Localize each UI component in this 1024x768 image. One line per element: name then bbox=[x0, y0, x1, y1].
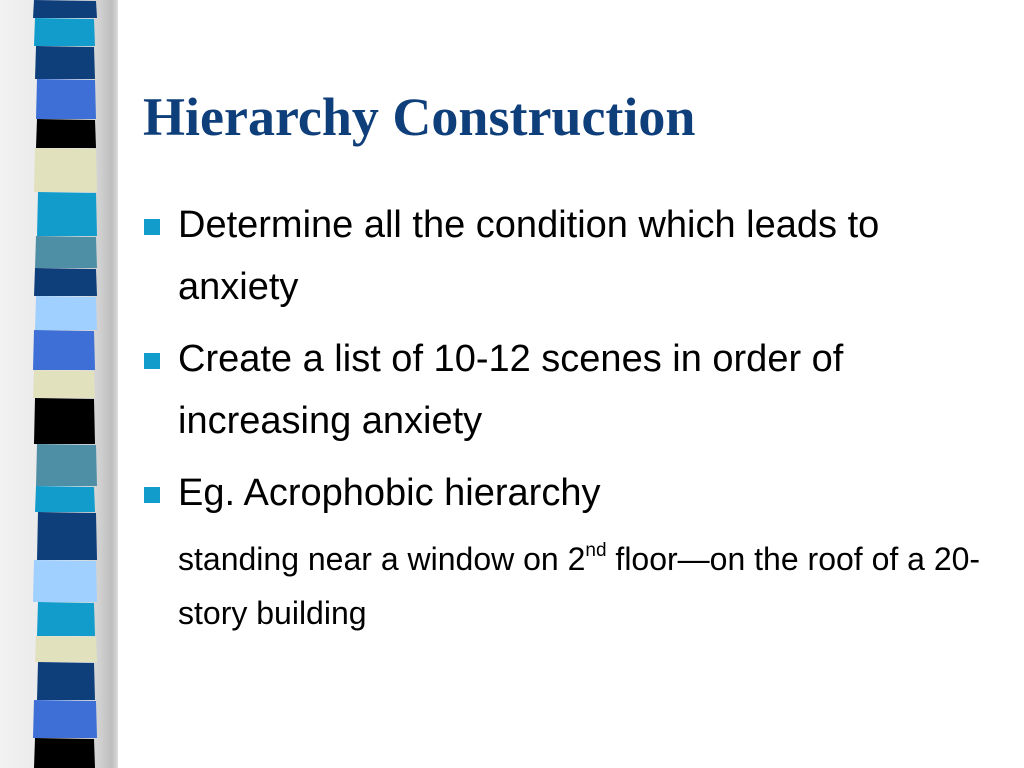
strip-band bbox=[37, 192, 97, 236]
strip-band bbox=[37, 662, 95, 700]
strip-band bbox=[36, 119, 96, 148]
example-superscript: nd bbox=[585, 540, 607, 561]
bullet-item bbox=[143, 462, 988, 524]
strip-band bbox=[34, 268, 97, 296]
strip-band bbox=[33, 330, 95, 370]
strip-band bbox=[37, 602, 95, 636]
strip-band bbox=[35, 296, 97, 330]
decorative-color-strip bbox=[0, 0, 118, 768]
strip-band bbox=[34, 18, 95, 46]
strip-band bbox=[33, 700, 97, 738]
strip-band bbox=[35, 46, 95, 79]
example-text-after: floor—on the roof of a 20-story building bbox=[178, 541, 981, 631]
strip-band bbox=[36, 444, 97, 486]
square-bullet-icon bbox=[144, 487, 160, 503]
strip-band bbox=[35, 636, 97, 662]
strip-band bbox=[35, 236, 97, 268]
example-text-before: standing near a window on 2 bbox=[178, 541, 586, 577]
bullet-text: Create a list of 10-12 scenes in order of increasing anxiety bbox=[178, 338, 844, 442]
bullet-item bbox=[143, 328, 988, 452]
strip-band bbox=[34, 398, 95, 444]
square-bullet-icon bbox=[144, 353, 160, 369]
example-text bbox=[178, 532, 998, 640]
bullet-list bbox=[143, 194, 988, 534]
strip-band bbox=[33, 560, 97, 602]
bullet-text: Determine all the condition which leads to anxiety bbox=[178, 204, 880, 308]
strip-band bbox=[36, 79, 96, 119]
strip-band bbox=[33, 370, 95, 398]
strip-band bbox=[35, 486, 95, 512]
slide-title: Hierarchy Construction bbox=[143, 87, 696, 147]
square-bullet-icon bbox=[144, 219, 160, 235]
strip-band bbox=[33, 0, 97, 18]
strip-band bbox=[34, 148, 97, 192]
strip-band bbox=[37, 512, 97, 560]
bullet-text: Eg. Acrophobic hierarchy bbox=[178, 472, 601, 514]
strip-band bbox=[34, 738, 95, 768]
bullet-item bbox=[143, 194, 988, 318]
